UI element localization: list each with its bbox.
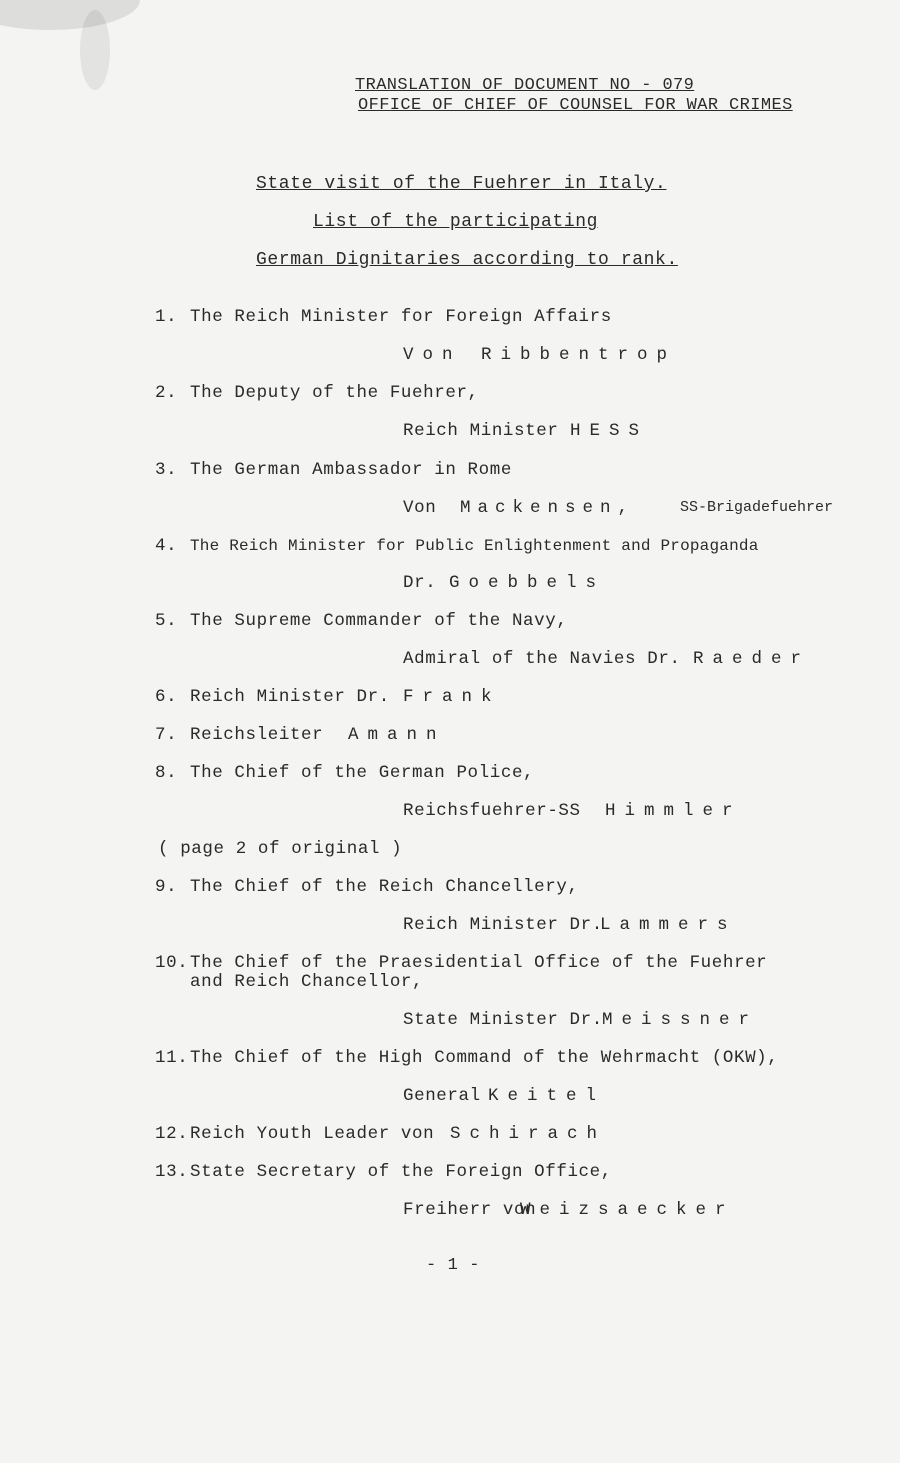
entry-title: Reichsfuehrer-SS bbox=[403, 801, 581, 821]
entry-description: State Secretary of the Foreign Office, bbox=[190, 1162, 612, 1182]
page-note: ( page 2 of original ) bbox=[158, 839, 403, 859]
entry-title: Dr. bbox=[403, 573, 437, 593]
entry-description: The Supreme Commander of the Navy, bbox=[190, 611, 568, 631]
entry-number: 12. bbox=[155, 1124, 189, 1144]
entry-description: The Deputy of the Fuehrer, bbox=[190, 383, 479, 403]
header-line-2: OFFICE OF CHIEF OF COUNSEL FOR WAR CRIMES bbox=[358, 96, 793, 115]
entry-description: The Chief of the Praesidential Office of the Fuehrer bbox=[190, 953, 768, 973]
entry-number: 1. bbox=[155, 307, 178, 327]
header-line-1: TRANSLATION OF DOCUMENT NO - 079 bbox=[355, 76, 695, 95]
entry-description-continued: and Reich Chancellor, bbox=[190, 972, 424, 992]
entry-number: 13. bbox=[155, 1162, 189, 1182]
entry-title: Reich Minister Dr. bbox=[403, 915, 603, 935]
page-number: - 1 - bbox=[426, 1256, 481, 1275]
entry-title: Freiherr von bbox=[403, 1200, 537, 1220]
page-smudge bbox=[0, 0, 140, 30]
entry-title: Reich Minister bbox=[403, 421, 559, 441]
entry-number: 5. bbox=[155, 611, 178, 631]
entry-title: General bbox=[403, 1086, 481, 1106]
entry-number: 10. bbox=[155, 953, 189, 973]
entry-name: Amann bbox=[348, 725, 446, 745]
entry-name: Schirach bbox=[450, 1124, 607, 1144]
entry-name: Mackensen, bbox=[460, 498, 636, 518]
entry-number: 2. bbox=[155, 383, 178, 403]
entry-name: Meissner bbox=[602, 1010, 759, 1030]
entry-description: Reich Minister Dr. bbox=[190, 687, 390, 707]
page-smudge bbox=[80, 10, 110, 90]
entry-description: Reichsleiter bbox=[190, 725, 324, 745]
entry-name: Keitel bbox=[488, 1086, 606, 1106]
entry-number: 9. bbox=[155, 877, 178, 897]
title-line-1: State visit of the Fuehrer in Italy. bbox=[256, 174, 667, 194]
entry-number: 11. bbox=[155, 1048, 189, 1068]
entry-name: Goebbels bbox=[449, 573, 606, 593]
entry-name: Von Ribbentrop bbox=[403, 345, 677, 365]
entry-number: 4. bbox=[155, 536, 178, 556]
entry-description: The German Ambassador in Rome bbox=[190, 460, 512, 480]
entry-name: Himmler bbox=[605, 801, 742, 821]
entry-description: The Reich Minister for Public Enlightenment and Propaganda bbox=[190, 537, 759, 555]
entry-name: Weizsaecker bbox=[520, 1200, 735, 1220]
entry-title: Admiral of the Navies Dr. bbox=[403, 649, 681, 669]
entry-description: The Chief of the Reich Chancellery, bbox=[190, 877, 579, 897]
title-line-3: German Dignitaries according to rank. bbox=[256, 250, 678, 270]
entry-title: Von bbox=[403, 498, 437, 518]
entry-number: 6. bbox=[155, 687, 178, 707]
entry-number: 7. bbox=[155, 725, 178, 745]
entry-description: Reich Youth Leader von bbox=[190, 1124, 435, 1144]
entry-rank: SS-Brigadefuehrer bbox=[680, 499, 834, 516]
title-line-2: List of the participating bbox=[313, 212, 599, 232]
entry-name: Raeder bbox=[693, 649, 811, 669]
entry-name: Lammers bbox=[600, 915, 737, 935]
entry-title: State Minister Dr. bbox=[403, 1010, 603, 1030]
entry-number: 3. bbox=[155, 460, 178, 480]
entry-description: The Reich Minister for Foreign Affairs bbox=[190, 307, 612, 327]
entry-description: The Chief of the High Command of the Wehrmacht (OKW), bbox=[190, 1048, 779, 1068]
entry-description: The Chief of the German Police, bbox=[190, 763, 535, 783]
entry-name: HESS bbox=[570, 421, 649, 441]
entry-number: 8. bbox=[155, 763, 178, 783]
entry-name: Frank bbox=[403, 687, 501, 707]
